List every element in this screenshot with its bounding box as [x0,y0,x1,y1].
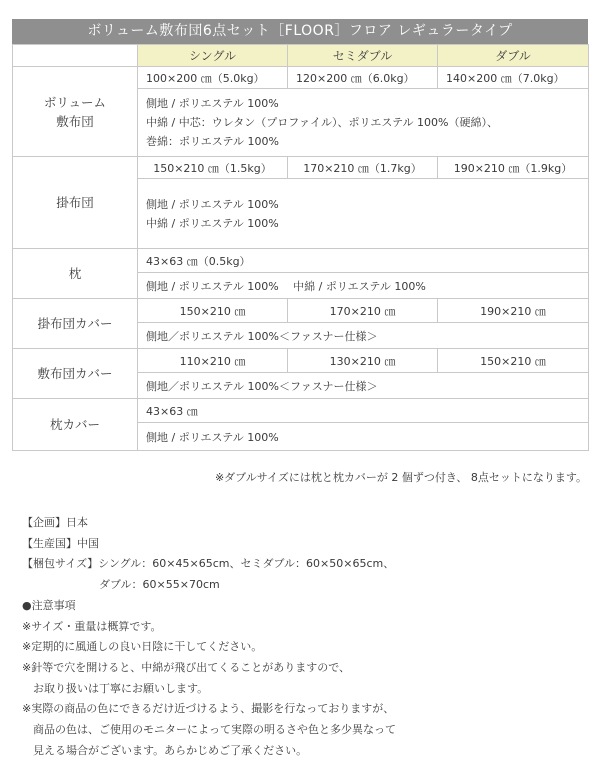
kakebuton-cover-label: 掛布団カバー [13,299,138,349]
shikibuton-size-semi-double: 120×200 ㎝（6.0kg） [288,67,438,89]
shikibuton-cover-size-single: 110×210 ㎝ [138,349,288,373]
kakebuton-cover-size-single: 150×210 ㎝ [138,299,288,323]
kakebuton-size-semi-double: 170×210 ㎝（1.7kg） [288,157,438,179]
shikibuton-cover-size-double: 150×210 ㎝ [438,349,589,373]
kakebuton-size-row [13,157,589,179]
shikibuton-material-line-3: 巻綿：ポリエステル 100% [146,135,279,148]
shikibuton-size-row [13,67,589,89]
shikibuton-label [13,67,138,157]
makura-cover-material: 側地 / ポリエステル 100% [138,423,589,451]
kakebuton-material-line-1: 側地 / ポリエステル 100% [146,197,279,211]
shikibuton-size-single: 100×200 ㎝（5.0kg） [138,67,288,89]
shikibuton-label-line-2: 敷布団 [56,113,94,129]
product-title: ボリューム敷布団6点セット［FLOOR］フロア レギュラータイプ [12,19,588,44]
kakebuton-material [138,179,589,249]
shikibuton-cover-size-row [13,349,589,373]
header-single: シングル [138,45,288,67]
size-header-row [13,45,589,67]
caution-line-5: ※実際の商品の色にできるだけ近づけるよう、撮影を行なっておりますが、 [22,702,395,716]
info-package-size: 【梱包サイズ】シングル：60×45×65cm、セミダブル：60×50×65cm、 [22,557,395,571]
header-double: ダブル [438,45,589,67]
kakebuton-material-line-2: 中綿 / ポリエステル 100% [146,216,279,230]
kakebuton-cover-size-row [13,299,589,323]
caution-line-4: お取り扱いは丁寧にお願いします。 [22,681,209,695]
caution-line-1: ※サイズ・重量は概算です。 [22,619,162,633]
header-blank-cell [13,45,138,67]
header-semi-double: セミダブル [288,45,438,67]
makura-cover-size: 43×63 ㎝ [138,399,589,423]
shikibuton-material [138,89,589,157]
shikibuton-material-line-1: 側地 / ポリエステル 100% [146,97,279,110]
info-package-size-double: ダブル：60×55×70cm [22,578,220,592]
makura-cover-size-row [13,399,589,423]
kakebuton-label: 掛布団 [13,157,138,249]
product-info [22,513,396,761]
kakebuton-size-double: 190×210 ㎝（1.9kg） [438,157,589,179]
shikibuton-cover-material: 側地／ポリエステル 100%＜ファスナー仕様＞ [138,373,589,399]
kakebuton-size-single: 150×210 ㎝（1.5kg） [138,157,288,179]
makura-size-row [13,249,589,273]
caution-line-7: 見える場合がございます。あらかじめご了承ください。 [22,743,308,757]
shikibuton-material-line-2: 中綿 / 中芯：ウレタン（プロファイル）、ポリエステル 100%（硬綿）、 [146,116,498,129]
shikibuton-size-double: 140×200 ㎝（7.0kg） [438,67,589,89]
caution-line-2: ※定期的に風通しの良い日陰に干してください。 [22,640,263,654]
makura-size: 43×63 ㎝（0.5kg） [138,249,589,273]
shikibuton-label-line-1: ボリューム [43,94,107,110]
caution-heading: ●注意事項 [22,598,76,612]
info-planning: 【企画】日本 [22,516,88,529]
shikibuton-cover-label: 敷布団カバー [13,349,138,399]
kakebuton-cover-material: 側地／ポリエステル 100%＜ファスナー仕様＞ [138,323,589,349]
info-country: 【生産国】中国 [22,536,99,550]
makura-material: 側地 / ポリエステル 100% 中綿 / ポリエステル 100% [138,273,589,299]
kakebuton-cover-size-double: 190×210 ㎝ [438,299,589,323]
spec-table [12,44,589,451]
caution-line-6: 商品の色は、ご使用のモニターによって実際の明るさや色と多少異なって [22,723,396,737]
kakebuton-cover-size-semi-double: 170×210 ㎝ [288,299,438,323]
makura-label: 枕 [13,249,138,299]
caution-line-3: ※針等で穴を開けると、中綿が飛び出てくることがありますので、 [22,660,350,674]
shikibuton-cover-size-semi-double: 130×210 ㎝ [288,349,438,373]
double-size-note: ※ダブルサイズには枕と枕カバーが 2 個ずつ付き、 8点セットになります。 [214,471,587,484]
makura-cover-label: 枕カバー [13,399,138,451]
